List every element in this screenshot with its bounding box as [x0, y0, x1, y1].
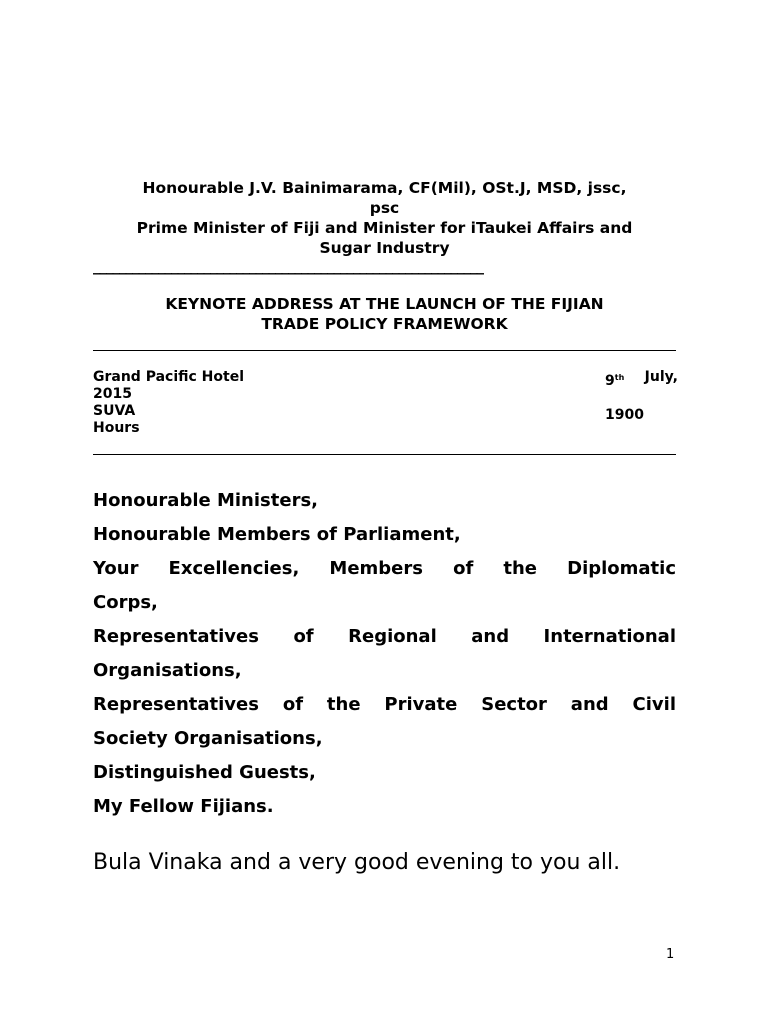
speaker-line-2: psc [369, 199, 400, 217]
divider-bottom [93, 454, 676, 455]
salutations [93, 484, 676, 824]
salutation-line: Representatives of the Private Sector and Civil [93, 694, 676, 715]
meta-right-column [605, 369, 678, 424]
speaker-block [93, 178, 676, 258]
salutation-line: Organisations, [93, 660, 242, 681]
salutation-line: Distinguished Guests, [93, 762, 316, 783]
salutation-line: Your Excellencies, Members of the Diplomatic [93, 558, 676, 579]
speaker-line-4: Sugar Industry [319, 239, 450, 257]
title-line-1: KEYNOTE ADDRESS AT THE LAUNCH OF THE FIJIAN [165, 295, 604, 313]
salutation-line: Honourable Ministers, [93, 490, 318, 511]
time: 1900 [605, 407, 644, 423]
meta-left-column [93, 369, 244, 437]
date-day: 9th [605, 373, 625, 389]
year: 2015 [93, 386, 132, 402]
date-suffix: th [614, 373, 625, 382]
salutation-line: Corps, [93, 592, 158, 613]
salutation-line: My Fellow Fijians. [93, 796, 274, 817]
date [605, 369, 678, 390]
address-title [93, 294, 676, 334]
salutation-line: Representatives of Regional and International [93, 626, 676, 647]
greeting: Bula Vinaka and a very good evening to you all. [93, 850, 621, 875]
city: SUVA [93, 403, 136, 419]
speaker-line-1: Honourable J.V. Bainimarama, CF(Mil), OSt.J, MSD, jssc, [142, 179, 627, 197]
title-line-2: TRADE POLICY FRAMEWORK [261, 315, 508, 333]
separator-underscores: ____________________________________________________________ [93, 257, 483, 275]
salutation-line: Society Organisations, [93, 728, 323, 749]
speaker-line-3: Prime Minister of Fiji and Minister for iTaukei Affairs and [136, 219, 633, 237]
venue: Grand Pacific Hotel [93, 369, 245, 385]
salutation-line: Honourable Members of Parliament, [93, 524, 461, 545]
page-number: 1 [666, 947, 675, 962]
hours-label: Hours [93, 420, 140, 436]
date-month: July, [644, 369, 678, 385]
divider-top [93, 350, 676, 351]
